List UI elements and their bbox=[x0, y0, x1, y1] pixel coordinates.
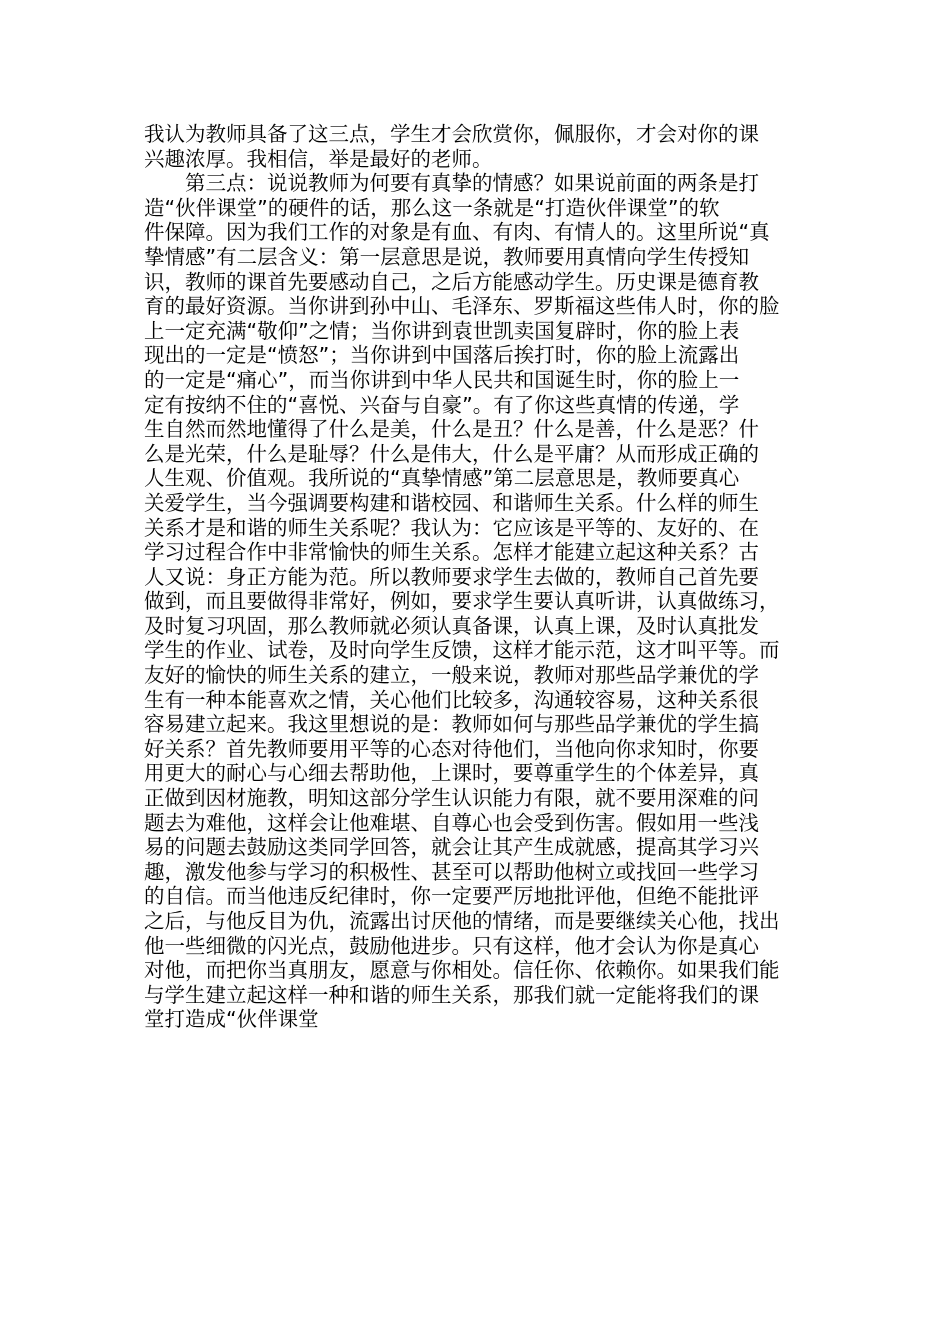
text-line: 现出的一定是“愤怒”；当你讲到中国落后挨打时，你的脸上流露出 bbox=[144, 343, 740, 368]
text-line: 定有按纳不住的“喜悦、兴奋与自豪”。有了你这些真情的传递，学 bbox=[144, 392, 740, 417]
text-line: 人又说：身正方能为范。所以教师要求学生去做的，教师自己首先要 bbox=[144, 564, 759, 589]
text-line: 学生的作业、试卷，及时向学生反馈，这样才能示范，这才叫平等。而 bbox=[144, 638, 780, 663]
text-line: 的一定是“痛心”，而当你讲到中华人民共和国诞生时，你的脸上一 bbox=[144, 367, 740, 392]
text-line: 学习过程合作中非常愉快的师生关系。怎样才能建立起这种关系？古 bbox=[144, 540, 759, 565]
text-line: 人生观、价值观。我所说的“真挚情感”第二层意思是，教师要真心 bbox=[144, 466, 740, 491]
text-line: 么是光荣，什么是耻辱？什么是伟大，什么是平庸？从而形成正确的 bbox=[144, 441, 759, 466]
text-line: 挚情感”有二层含义：第一层意思是说，教师要用真情向学生传授知 bbox=[144, 244, 750, 269]
paragraph-start-line: 第三点：说说教师为何要有真挚的情感？如果说前面的两条是打 bbox=[185, 171, 759, 196]
text-line: 上一定充满“敬仰”之情；当你讲到袁世凯卖国复辟时，你的脸上表 bbox=[144, 318, 740, 343]
text-line: 堂打造成“伙伴课堂 bbox=[144, 1007, 319, 1032]
text-line: 之后，与他反目为仇，流露出讨厌他的情绪，而是要继续关心他，找出 bbox=[144, 909, 780, 933]
text-line: 造“伙伴课堂”的硬件的话，那么这一条就是“打造伙伴课堂”的软 bbox=[144, 195, 720, 220]
text-line: 他一些细微的闪光点，鼓励他进步。只有这样，他才会认为你是真心 bbox=[144, 933, 759, 958]
text-line: 关系才是和谐的师生关系呢？我认为：它应该是平等的、友好的、在 bbox=[144, 515, 759, 540]
text-line: 对他，而把你当真朋友，愿意与你相处。信任你、依赖你。如果我们能 bbox=[144, 958, 780, 983]
text-line: 做到，而且要做得非常好，例如，要求学生要认真听讲，认真做练习， bbox=[144, 589, 780, 614]
text-line: 的自信。而当他违反纪律时，你一定要严厉地批评他，但绝不能批评 bbox=[144, 884, 759, 909]
text-line: 及时复习巩固，那么教师就必须认真备课，认真上课，及时认真批发 bbox=[144, 613, 759, 638]
text-line: 好关系？首先教师要用平等的心态对待他们，当他向你求知时，你要 bbox=[144, 736, 759, 761]
text-line: 生自然而然地懂得了什么是美，什么是丑？什么是善，什么是恶？什 bbox=[144, 417, 759, 442]
text-line: 育的最好资源。当你讲到孙中山、毛泽东、罗斯福这些伟人时，你的脸 bbox=[144, 294, 780, 319]
text-line: 趣，激发他参与学习的积极性、甚至可以帮助他树立或找回一些学习 bbox=[144, 859, 759, 884]
text-line: 容易建立起来。我这里想说的是：教师如何与那些品学兼优的学生搞 bbox=[144, 712, 759, 737]
text-line: 件保障。因为我们工作的对象是有血、有肉、有情人的。这里所说“真 bbox=[144, 220, 770, 245]
text-line: 我认为教师具备了这三点，学生才会欣赏你，佩服你，才会对你的课 bbox=[144, 122, 759, 146]
body-text bbox=[144, 122, 808, 1032]
text-line: 用更大的耐心与心细去帮助他，上课时，要尊重学生的个体差异，真 bbox=[144, 761, 759, 786]
text-line: 正做到因材施教，明知这部分学生认识能力有限，就不要用深难的问 bbox=[144, 786, 759, 811]
text-line: 关爱学生，当今强调要构建和谐校园、和谐师生关系。什么样的师生 bbox=[144, 490, 759, 515]
text-line: 题去为难他，这样会让他难堪、自尊心也会受到伤害。假如用一些浅 bbox=[144, 810, 759, 835]
text-line: 与学生建立起这样一种和谐的师生关系，那我们就一定能将我们的课 bbox=[144, 982, 759, 1007]
text-line: 识，教师的课首先要感动自己，之后方能感动学生。历史课是德育教 bbox=[144, 269, 759, 294]
text-line: 兴趣浓厚。我相信，举是最好的老师。 bbox=[144, 146, 493, 171]
text-line: 易的问题去鼓励这类同学回答，就会让其产生成就感，提高其学习兴 bbox=[144, 835, 759, 860]
text-line: 友好的愉快的师生关系的建立，一般来说，教师对那些品学兼优的学 bbox=[144, 663, 759, 688]
text-line: 生有一种本能喜欢之情，关心他们比较多，沟通较容易，这种关系很 bbox=[144, 687, 759, 712]
